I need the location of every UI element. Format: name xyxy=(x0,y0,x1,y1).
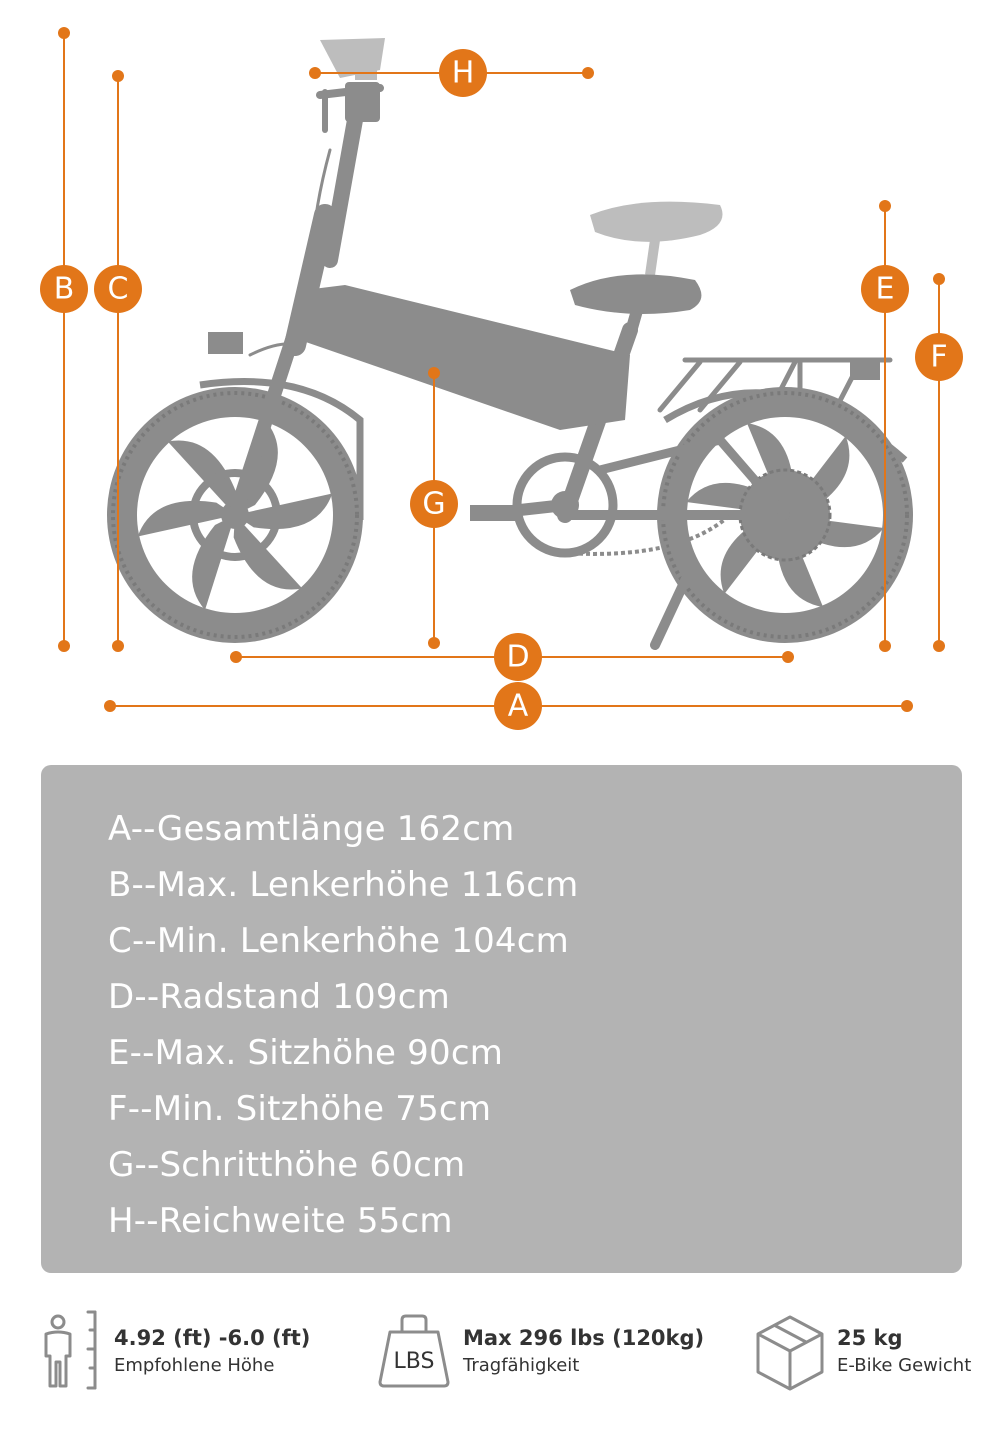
spec-item-C: C--Min. Lenkerhöhe 104cm xyxy=(108,921,569,961)
marker-E xyxy=(861,265,909,313)
marker-F xyxy=(915,333,963,381)
spec-item-F: F--Min. Sitzhöhe 75cm xyxy=(108,1089,492,1129)
marker-E-label: E xyxy=(875,271,895,307)
feature-recommended-height xyxy=(38,1310,338,1390)
marker-A-label: A xyxy=(507,688,529,724)
box-icon xyxy=(755,1314,825,1392)
person-height-icon xyxy=(38,1310,100,1390)
spec-item-G: G--Schritthöhe 60cm xyxy=(108,1145,466,1185)
spec-item-E: E--Max. Sitzhöhe 90cm xyxy=(108,1033,504,1073)
marker-C xyxy=(94,265,142,313)
marker-B xyxy=(40,265,88,313)
spec-item-D: D--Radstand 109cm xyxy=(108,977,450,1017)
marker-H xyxy=(439,49,487,97)
feature-bike-weight xyxy=(755,1310,995,1390)
feature-load-capacity xyxy=(376,1310,716,1390)
height-subtitle: Empfohlene Höhe xyxy=(114,1355,275,1376)
marker-D xyxy=(494,633,542,681)
load-subtitle: Tragfähigkeit xyxy=(463,1355,580,1376)
load-title: Max 296 lbs (120kg) xyxy=(463,1326,705,1350)
marker-H-label: H xyxy=(451,55,475,91)
weight-subtitle: E-Bike Gewicht xyxy=(837,1355,972,1376)
weight-lbs-icon xyxy=(376,1314,452,1388)
spec-item-H: H--Reichweite 55cm xyxy=(108,1201,453,1241)
marker-D-label: D xyxy=(506,639,530,675)
marker-C-label: C xyxy=(107,271,129,307)
marker-G-label: G xyxy=(422,486,446,522)
spec-item-B: B--Max. Lenkerhöhe 116cm xyxy=(108,865,579,905)
marker-A xyxy=(494,682,542,730)
marker-G xyxy=(410,480,458,528)
weight-title: 25 kg xyxy=(837,1326,903,1350)
bike-illustration xyxy=(107,38,913,645)
specs-list xyxy=(108,801,579,1249)
lbs-icon-text: LBS xyxy=(393,1349,435,1374)
marker-B-label: B xyxy=(53,271,75,307)
height-title: 4.92 (ft) -6.0 (ft) xyxy=(114,1326,311,1350)
marker-F-label: F xyxy=(930,339,948,375)
spec-item-A: A--Gesamtlänge 162cm xyxy=(108,809,515,849)
specs-panel xyxy=(41,765,962,1273)
